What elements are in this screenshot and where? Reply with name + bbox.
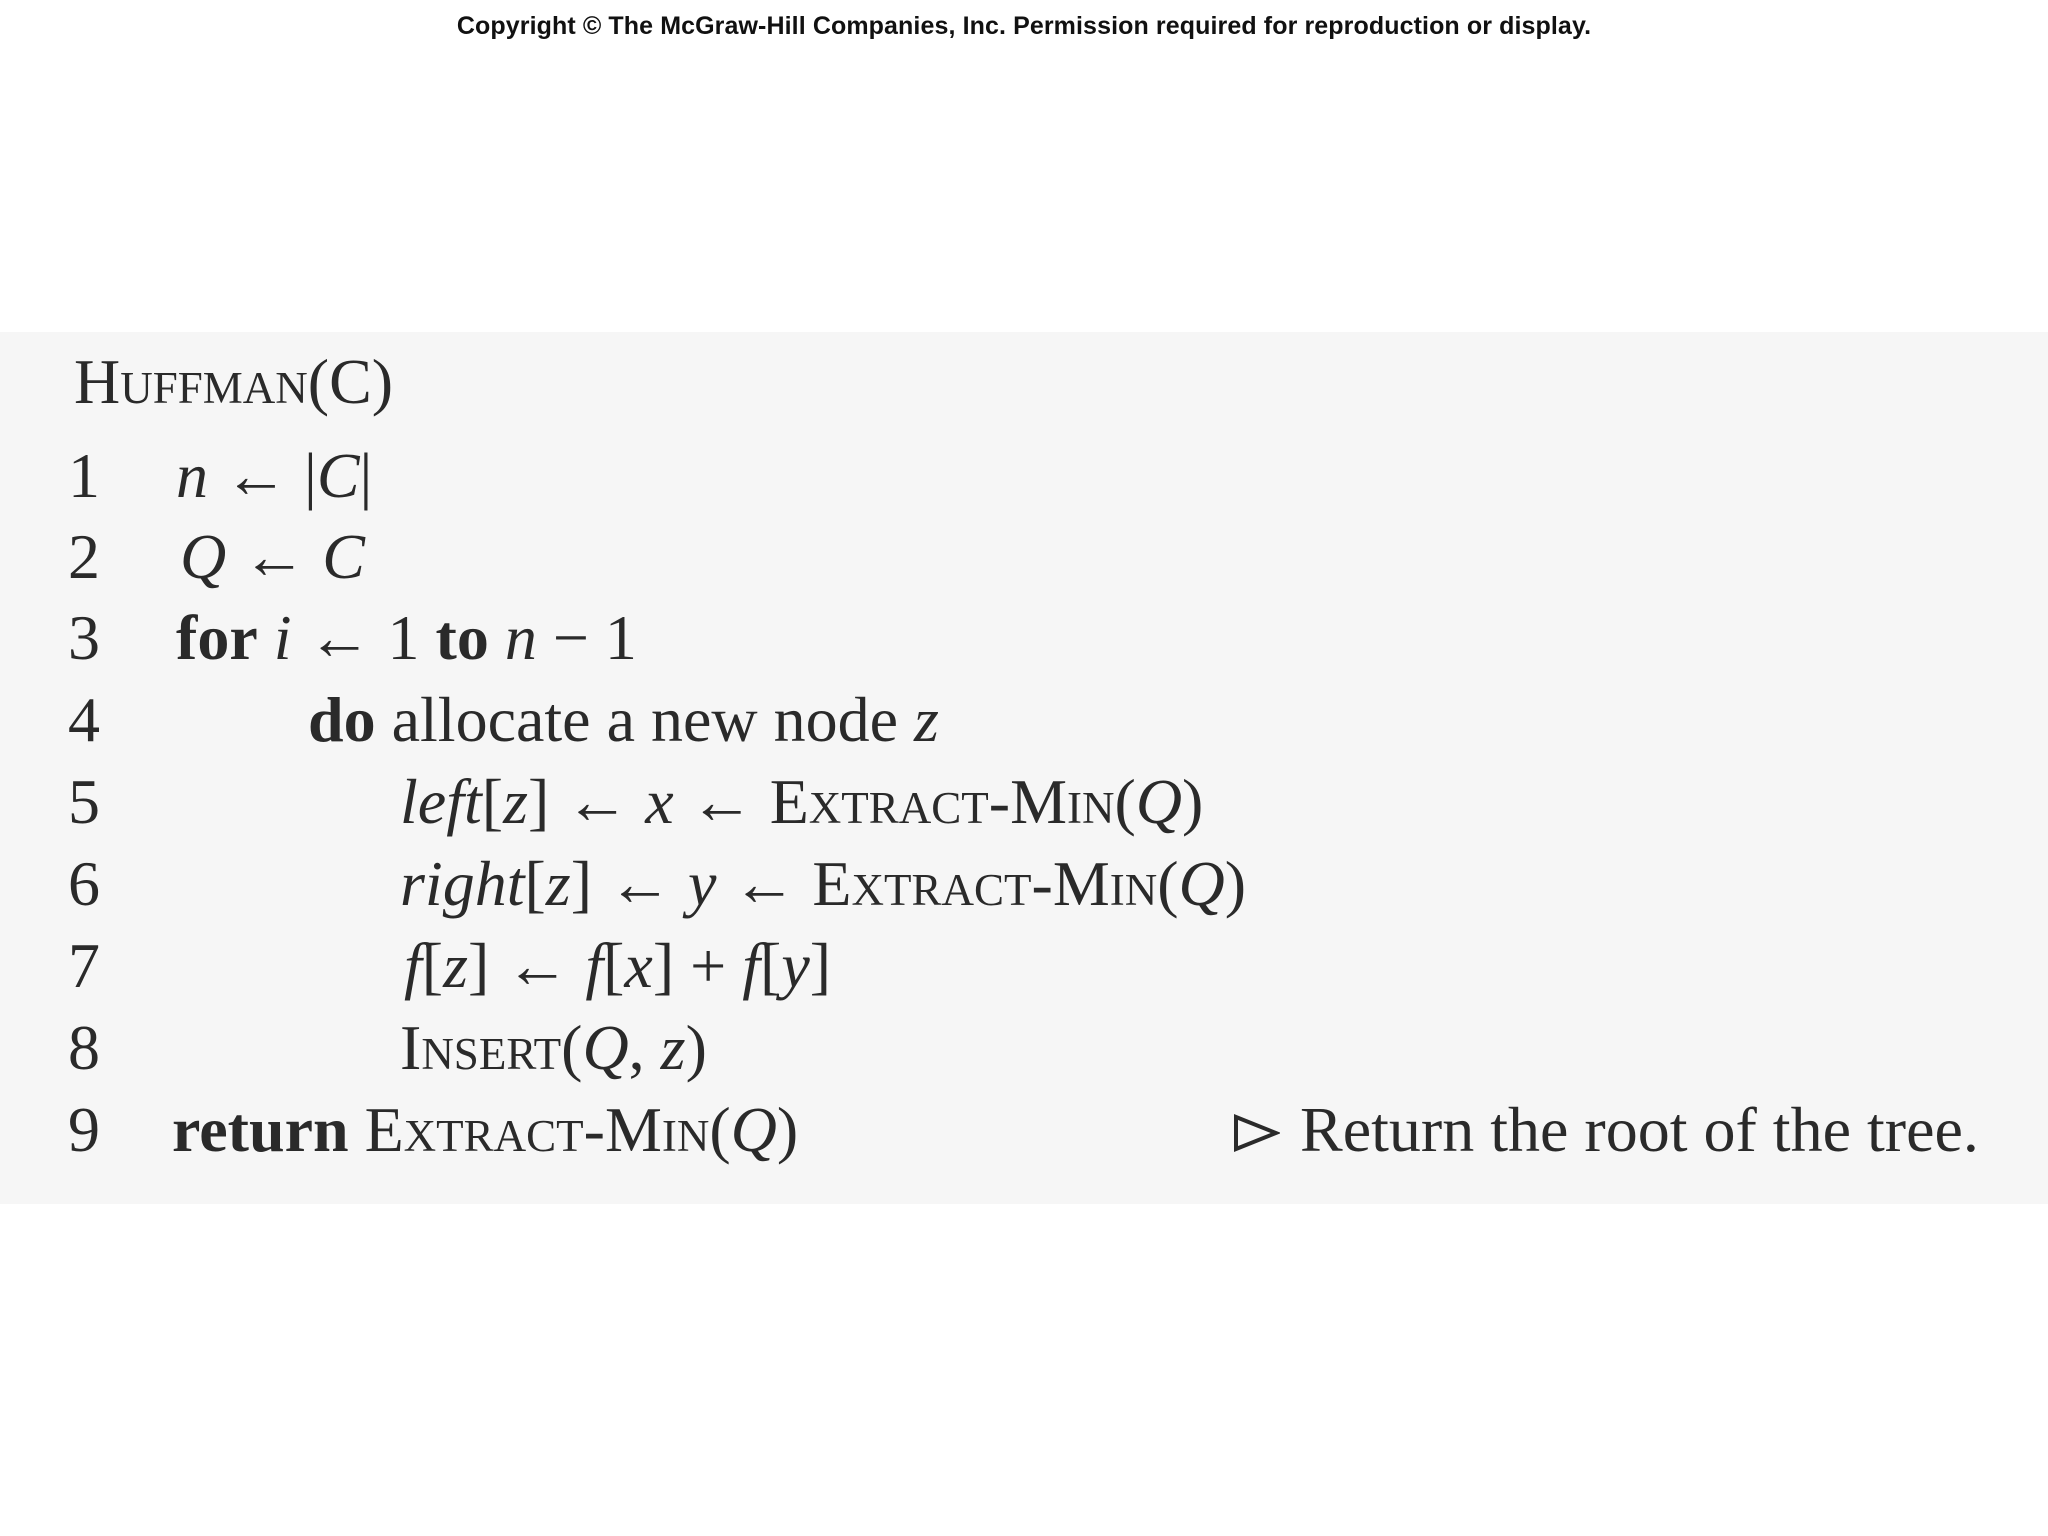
- code-text: [176, 440, 373, 511]
- code-fragment: ← |: [208, 440, 317, 511]
- comment-text: Return the root of the tree.: [1300, 1094, 1979, 1165]
- var-x: x: [624, 930, 653, 1001]
- code-text: [404, 930, 832, 1001]
- field-f: f: [742, 930, 760, 1001]
- code-fragment: (: [561, 1012, 583, 1083]
- code-fragment: ,: [628, 1012, 661, 1083]
- code-fragment: [: [524, 848, 546, 919]
- code-fragment: (: [1157, 848, 1179, 919]
- code-text: [400, 1012, 707, 1083]
- code-fragment: [: [421, 930, 444, 1001]
- line-number: 7: [68, 930, 100, 1001]
- var-c: C: [322, 521, 365, 592]
- field-f: f: [585, 930, 604, 1001]
- code-line-9: [0, 1094, 2048, 1178]
- code-text: [176, 602, 637, 673]
- code-fragment: [: [481, 766, 504, 837]
- keyword-return: return: [172, 1094, 349, 1165]
- code-fragment: ] ←: [570, 848, 688, 919]
- var-c: C: [316, 440, 360, 511]
- field-f: f: [404, 930, 422, 1001]
- code-fragment: (: [709, 1094, 731, 1165]
- field-right: right: [400, 848, 525, 919]
- code-fragment: [: [603, 930, 625, 1001]
- proc-extract-min: Extract-Min: [348, 1094, 710, 1165]
- comment-triangle-icon: [1232, 1113, 1280, 1153]
- var-z: z: [660, 1012, 686, 1083]
- code-text: [400, 848, 1247, 919]
- code-fragment: ← 1: [291, 602, 436, 673]
- var-y: y: [781, 930, 810, 1001]
- line-number: 9: [68, 1094, 100, 1165]
- pseudocode-box: [0, 332, 2048, 1204]
- code-fragment: ] +: [652, 930, 743, 1001]
- code-fragment: ): [1182, 766, 1204, 837]
- var-z: z: [503, 766, 528, 837]
- var-y: y: [688, 848, 717, 919]
- code-fragment: ] ←: [468, 930, 586, 1001]
- code-fragment: (: [1114, 766, 1136, 837]
- var-x: x: [645, 766, 674, 837]
- var-q: Q: [1135, 766, 1183, 837]
- field-left: left: [400, 766, 482, 837]
- proc-extract-min: Extract-Min: [812, 848, 1158, 919]
- code-fragment: − 1: [536, 602, 637, 673]
- code-text: [308, 684, 939, 755]
- keyword-for: for: [176, 602, 258, 673]
- var-z: z: [443, 930, 468, 1001]
- keyword-to: to: [435, 602, 489, 673]
- line-number: 6: [68, 848, 100, 919]
- proc-insert: Insert: [400, 1012, 562, 1083]
- procedure-title: Huffman(C): [74, 346, 394, 417]
- var-q: Q: [582, 1012, 629, 1083]
- keyword-do: do: [308, 684, 376, 755]
- var-n: n: [488, 602, 537, 673]
- line-number: 5: [68, 766, 100, 837]
- line-number: 1: [68, 440, 100, 511]
- line-number: 2: [68, 521, 100, 592]
- code-fragment: ): [685, 1012, 707, 1083]
- code-comment: [1232, 1094, 1979, 1165]
- code-text: [172, 1094, 799, 1165]
- copyright-notice: Copyright © The McGraw-Hill Companies, Inc. Permission required for reproduction or display.: [456, 12, 1592, 40]
- var-q: Q: [730, 1094, 777, 1165]
- code-fragment: ←: [226, 521, 323, 592]
- var-n: n: [176, 440, 208, 511]
- code-fragment: ] ←: [527, 766, 646, 837]
- var-i: i: [257, 602, 292, 673]
- code-fragment: ]: [809, 930, 832, 1001]
- var-z: z: [545, 848, 571, 919]
- code-fragment: allocate a new node: [375, 684, 914, 755]
- code-fragment: ←: [673, 766, 770, 837]
- proc-extract-min: Extract-Min: [769, 766, 1115, 837]
- var-q: Q: [1178, 848, 1225, 919]
- var-z: z: [914, 684, 939, 755]
- code-fragment: |: [359, 440, 373, 511]
- line-number: 3: [68, 602, 100, 673]
- code-text: [180, 521, 365, 592]
- line-number: 8: [68, 1012, 100, 1083]
- code-fragment: ←: [716, 848, 813, 919]
- code-fragment: [: [760, 930, 782, 1001]
- line-number: 4: [68, 684, 100, 755]
- var-q: Q: [180, 521, 227, 592]
- code-fragment: ): [1224, 848, 1247, 919]
- code-text: [400, 766, 1204, 837]
- code-fragment: ): [776, 1094, 799, 1165]
